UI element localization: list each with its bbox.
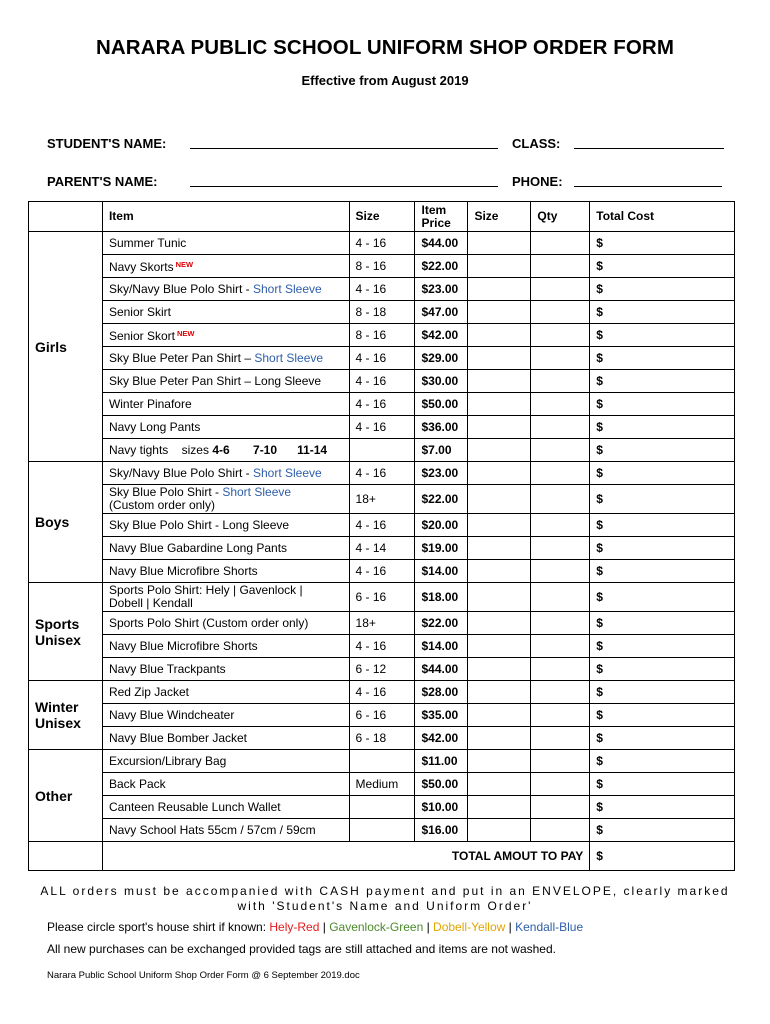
house-shirt-note: Please circle sport's house shirt if known: Hely-Red | Gavenlock-Green | Dobell-Yellow | Kendall-Blue — [47, 920, 584, 934]
item-name: Sky Blue Peter Pan Shirt – Short Sleeve — [102, 347, 349, 370]
size-input[interactable] — [468, 462, 531, 485]
qty-input[interactable] — [531, 583, 590, 612]
total-cost-cell[interactable]: $ — [590, 324, 735, 347]
size-input[interactable] — [468, 393, 531, 416]
item-name: Navy Blue Bomber Jacket — [102, 727, 349, 750]
qty-input[interactable] — [531, 773, 590, 796]
table-row — [29, 393, 735, 416]
qty-input[interactable] — [531, 301, 590, 324]
qty-input[interactable] — [531, 612, 590, 635]
item-size-range: 6 - 18 — [349, 727, 415, 750]
item-name: Sky Blue Peter Pan Shirt – Long Sleeve — [102, 370, 349, 393]
item-size-range — [349, 796, 415, 819]
size-input[interactable] — [468, 514, 531, 537]
item-name: Navy Blue Windcheater — [102, 704, 349, 727]
qty-input[interactable] — [531, 560, 590, 583]
item-size-range: 4 - 16 — [349, 462, 415, 485]
qty-input[interactable] — [531, 658, 590, 681]
size-input[interactable] — [468, 416, 531, 439]
table-row — [29, 612, 735, 635]
total-cost-cell[interactable]: $ — [590, 439, 735, 462]
item-size-range: 4 - 16 — [349, 635, 415, 658]
total-cost-cell[interactable]: $ — [590, 727, 735, 750]
total-row — [29, 842, 735, 871]
item-price: $50.00 — [415, 773, 468, 796]
item-size-range: 8 - 18 — [349, 301, 415, 324]
size-input[interactable] — [468, 301, 531, 324]
qty-input[interactable] — [531, 393, 590, 416]
size-input[interactable] — [468, 583, 531, 612]
item-price: $19.00 — [415, 537, 468, 560]
item-name: Red Zip Jacket — [102, 681, 349, 704]
item-size-range: 6 - 16 — [349, 704, 415, 727]
item-name: Senior Skirt — [102, 301, 349, 324]
header-size-order: Size — [468, 202, 531, 232]
size-input[interactable] — [468, 255, 531, 278]
qty-input[interactable] — [531, 324, 590, 347]
item-size-range: 4 - 16 — [349, 278, 415, 301]
item-size-range: 8 - 16 — [349, 324, 415, 347]
total-cost-cell[interactable]: $ — [590, 796, 735, 819]
item-price: $44.00 — [415, 232, 468, 255]
item-name: Sports Polo Shirt: Hely | Gavenlock | Dobell | Kendall — [102, 583, 349, 612]
new-badge: NEW — [176, 329, 195, 338]
total-cost-cell[interactable]: $ — [590, 232, 735, 255]
table-row — [29, 232, 735, 255]
header-item-price: Item Price — [415, 202, 468, 232]
document-footer: Narara Public School Uniform Shop Order Form @ 6 September 2019.doc — [47, 970, 360, 981]
group-label-girls: Girls — [29, 232, 103, 462]
item-price: $23.00 — [415, 462, 468, 485]
table-row — [29, 370, 735, 393]
item-price: $14.00 — [415, 560, 468, 583]
total-cost-cell[interactable]: $ — [590, 560, 735, 583]
item-name: Senior Skort $^{NEW}$ — [102, 324, 349, 347]
table-row — [29, 681, 735, 704]
group-label-boys: Boys — [29, 462, 103, 583]
qty-input[interactable] — [531, 255, 590, 278]
header-size: Size — [349, 202, 415, 232]
table-row — [29, 750, 735, 773]
item-name: Summer Tunic — [102, 232, 349, 255]
total-cost-cell[interactable]: $ — [590, 255, 735, 278]
size-input[interactable] — [468, 750, 531, 773]
size-input[interactable] — [468, 232, 531, 255]
item-name: Excursion/Library Bag — [102, 750, 349, 773]
table-row — [29, 773, 735, 796]
exchange-policy: All new purchases can be exchanged provided tags are still attached and items are not washed. — [47, 942, 556, 956]
student-name-field[interactable] — [190, 148, 498, 149]
item-size-range: 4 - 16 — [349, 560, 415, 583]
table-row — [29, 583, 735, 612]
item-name: Navy Blue Microfibre Shorts — [102, 635, 349, 658]
qty-input[interactable] — [531, 485, 590, 514]
qty-input[interactable] — [531, 819, 590, 842]
item-name: Navy Skorts $^{NEW}$ — [102, 255, 349, 278]
size-input[interactable] — [468, 324, 531, 347]
table-row — [29, 301, 735, 324]
item-price: $22.00 — [415, 255, 468, 278]
item-name: Navy Blue Microfibre Shorts — [102, 560, 349, 583]
table-row — [29, 727, 735, 750]
size-input[interactable] — [468, 370, 531, 393]
total-cost-cell[interactable]: $ — [590, 704, 735, 727]
table-row — [29, 560, 735, 583]
item-price: $36.00 — [415, 416, 468, 439]
item-price: $23.00 — [415, 278, 468, 301]
class-label: CLASS: — [512, 136, 561, 151]
new-badge: NEW — [175, 260, 194, 269]
size-input[interactable] — [468, 796, 531, 819]
item-name: Navy tights sizes 4-6 7-10 11-14 — [102, 439, 349, 462]
item-size-range: 4 - 16 — [349, 232, 415, 255]
qty-input[interactable] — [531, 347, 590, 370]
table-row — [29, 485, 735, 514]
table-header-row — [29, 202, 735, 232]
item-price: $22.00 — [415, 485, 468, 514]
size-input[interactable] — [468, 278, 531, 301]
item-name: Winter Pinafore — [102, 393, 349, 416]
item-size-range: 4 - 16 — [349, 681, 415, 704]
item-price: $50.00 — [415, 393, 468, 416]
table-row — [29, 514, 735, 537]
table-row — [29, 439, 735, 462]
item-name: Navy Blue Trackpants — [102, 658, 349, 681]
header-qty: Qty — [531, 202, 590, 232]
house-hely: Hely-Red — [269, 920, 320, 934]
item-size-range: 4 - 16 — [349, 416, 415, 439]
qty-input[interactable] — [531, 635, 590, 658]
class-field[interactable] — [574, 148, 724, 149]
item-price: $30.00 — [415, 370, 468, 393]
item-price: $42.00 — [415, 727, 468, 750]
item-price: $10.00 — [415, 796, 468, 819]
table-row — [29, 819, 735, 842]
qty-input[interactable] — [531, 370, 590, 393]
table-row — [29, 347, 735, 370]
item-name: Sports Polo Shirt (Custom order only) — [102, 612, 349, 635]
item-name: Canteen Reusable Lunch Wallet — [102, 796, 349, 819]
item-name: Navy Long Pants — [102, 416, 349, 439]
size-input[interactable] — [468, 819, 531, 842]
item-price: $29.00 — [415, 347, 468, 370]
qty-input[interactable] — [531, 232, 590, 255]
phone-label: PHONE: — [512, 174, 563, 189]
total-cost-cell[interactable]: $ — [590, 416, 735, 439]
table-row — [29, 635, 735, 658]
table-row — [29, 324, 735, 347]
item-size-range: 6 - 12 — [349, 658, 415, 681]
item-price: $42.00 — [415, 324, 468, 347]
item-price: $28.00 — [415, 681, 468, 704]
qty-input[interactable] — [531, 278, 590, 301]
house-dobell: Dobell-Yellow — [433, 920, 506, 934]
item-size-range: 18+ — [349, 612, 415, 635]
size-input[interactable] — [468, 485, 531, 514]
total-cost-cell[interactable]: $ — [590, 278, 735, 301]
table-row — [29, 704, 735, 727]
item-size-range: 8 - 16 — [349, 255, 415, 278]
size-input[interactable] — [468, 560, 531, 583]
size-input[interactable] — [468, 727, 531, 750]
total-cost-cell[interactable]: $ — [590, 537, 735, 560]
item-name: Sky/Navy Blue Polo Shirt - Short Sleeve — [102, 462, 349, 485]
item-price: $7.00 — [415, 439, 468, 462]
item-price: $11.00 — [415, 750, 468, 773]
qty-input[interactable] — [531, 514, 590, 537]
qty-input[interactable] — [531, 796, 590, 819]
size-input[interactable] — [468, 635, 531, 658]
form-title: NARARA PUBLIC SCHOOL UNIFORM SHOP ORDER FORM — [95, 36, 675, 59]
item-price: $35.00 — [415, 704, 468, 727]
total-cost-cell[interactable]: $ — [590, 462, 735, 485]
table-row — [29, 462, 735, 485]
item-size-range: 4 - 14 — [349, 537, 415, 560]
header-group — [29, 202, 103, 232]
total-cost-cell[interactable]: $ — [590, 301, 735, 324]
student-name-label: STUDENT'S NAME: — [47, 136, 167, 151]
item-price: $44.00 — [415, 658, 468, 681]
item-name: Sky Blue Polo Shirt - Long Sleeve — [102, 514, 349, 537]
item-price: $14.00 — [415, 635, 468, 658]
total-cost-cell[interactable]: $ — [590, 347, 735, 370]
group-label-winter-unisex: Winter Unisex — [29, 681, 103, 750]
phone-field[interactable] — [574, 186, 722, 187]
item-price: $47.00 — [415, 301, 468, 324]
total-cost-cell[interactable]: $ — [590, 750, 735, 773]
item-size-range: Medium — [349, 773, 415, 796]
group-label-sports-unisex: Sports Unisex — [29, 583, 103, 681]
qty-input[interactable] — [531, 704, 590, 727]
total-cost-cell[interactable]: $ — [590, 773, 735, 796]
qty-input[interactable] — [531, 750, 590, 773]
parent-name-field[interactable] — [190, 186, 498, 187]
size-input[interactable] — [468, 347, 531, 370]
header-item: Item — [102, 202, 349, 232]
qty-input[interactable] — [531, 416, 590, 439]
item-price: $16.00 — [415, 819, 468, 842]
total-cost-cell[interactable]: $ — [590, 514, 735, 537]
table-row — [29, 537, 735, 560]
qty-input[interactable] — [531, 727, 590, 750]
qty-input[interactable] — [531, 462, 590, 485]
table-row — [29, 278, 735, 301]
size-input[interactable] — [468, 612, 531, 635]
item-name: Sky Blue Polo Shirt - Short Sleeve (Custom order only) — [102, 485, 349, 514]
parent-name-label: PARENT'S NAME: — [47, 174, 158, 189]
size-input[interactable] — [468, 658, 531, 681]
qty-input[interactable] — [531, 439, 590, 462]
item-size-range: 4 - 16 — [349, 514, 415, 537]
qty-input[interactable] — [531, 681, 590, 704]
order-table — [28, 201, 735, 871]
table-row — [29, 796, 735, 819]
size-input[interactable] — [468, 773, 531, 796]
qty-input[interactable] — [531, 537, 590, 560]
form-subtitle: Effective from August 2019 — [301, 73, 469, 88]
total-cost-cell[interactable]: $ — [590, 485, 735, 514]
item-size-range: 4 - 16 — [349, 370, 415, 393]
table-row — [29, 416, 735, 439]
item-price: $18.00 — [415, 583, 468, 612]
item-name: Back Pack — [102, 773, 349, 796]
item-price: $22.00 — [415, 612, 468, 635]
total-cost-cell[interactable]: $ — [590, 635, 735, 658]
table-row — [29, 255, 735, 278]
item-size-range: 4 - 16 — [349, 347, 415, 370]
item-size-range: 18+ — [349, 485, 415, 514]
item-price: $20.00 — [415, 514, 468, 537]
item-size-range: 6 - 16 — [349, 583, 415, 612]
group-label-other: Other — [29, 750, 103, 842]
total-cost-cell[interactable]: $ — [590, 583, 735, 612]
item-size-range — [349, 439, 415, 462]
item-name: Navy School Hats 55cm / 57cm / 59cm — [102, 819, 349, 842]
total-cost-cell[interactable]: $ — [590, 612, 735, 635]
total-cost-cell[interactable]: $ — [590, 819, 735, 842]
table-row — [29, 658, 735, 681]
total-cost-cell[interactable]: $ — [590, 370, 735, 393]
item-size-range: 4 - 16 — [349, 393, 415, 416]
size-input[interactable] — [468, 537, 531, 560]
size-input[interactable] — [468, 704, 531, 727]
total-amount-label: TOTAL AMOUT TO PAY — [102, 842, 589, 871]
size-input[interactable] — [468, 681, 531, 704]
item-size-range — [349, 819, 415, 842]
header-total-cost: Total Cost — [590, 202, 735, 232]
house-gavenlock: Gavenlock-Green — [329, 920, 424, 934]
size-input[interactable] — [468, 439, 531, 462]
total-cost-cell[interactable]: $ — [590, 658, 735, 681]
item-name: Navy Blue Gabardine Long Pants — [102, 537, 349, 560]
total-amount-field[interactable]: $ — [590, 842, 735, 871]
total-cost-cell[interactable]: $ — [590, 393, 735, 416]
house-kendall: Kendall-Blue — [515, 920, 584, 934]
total-row-spacer — [29, 842, 103, 871]
payment-notice: ALL orders must be accompanied with CASH payment and put in an ENVELOPE, clearly marked with 'Student's Name and Uniform Order' — [40, 884, 730, 913]
item-name: Sky/Navy Blue Polo Shirt - Short Sleeve — [102, 278, 349, 301]
total-cost-cell[interactable]: $ — [590, 681, 735, 704]
item-size-range — [349, 750, 415, 773]
